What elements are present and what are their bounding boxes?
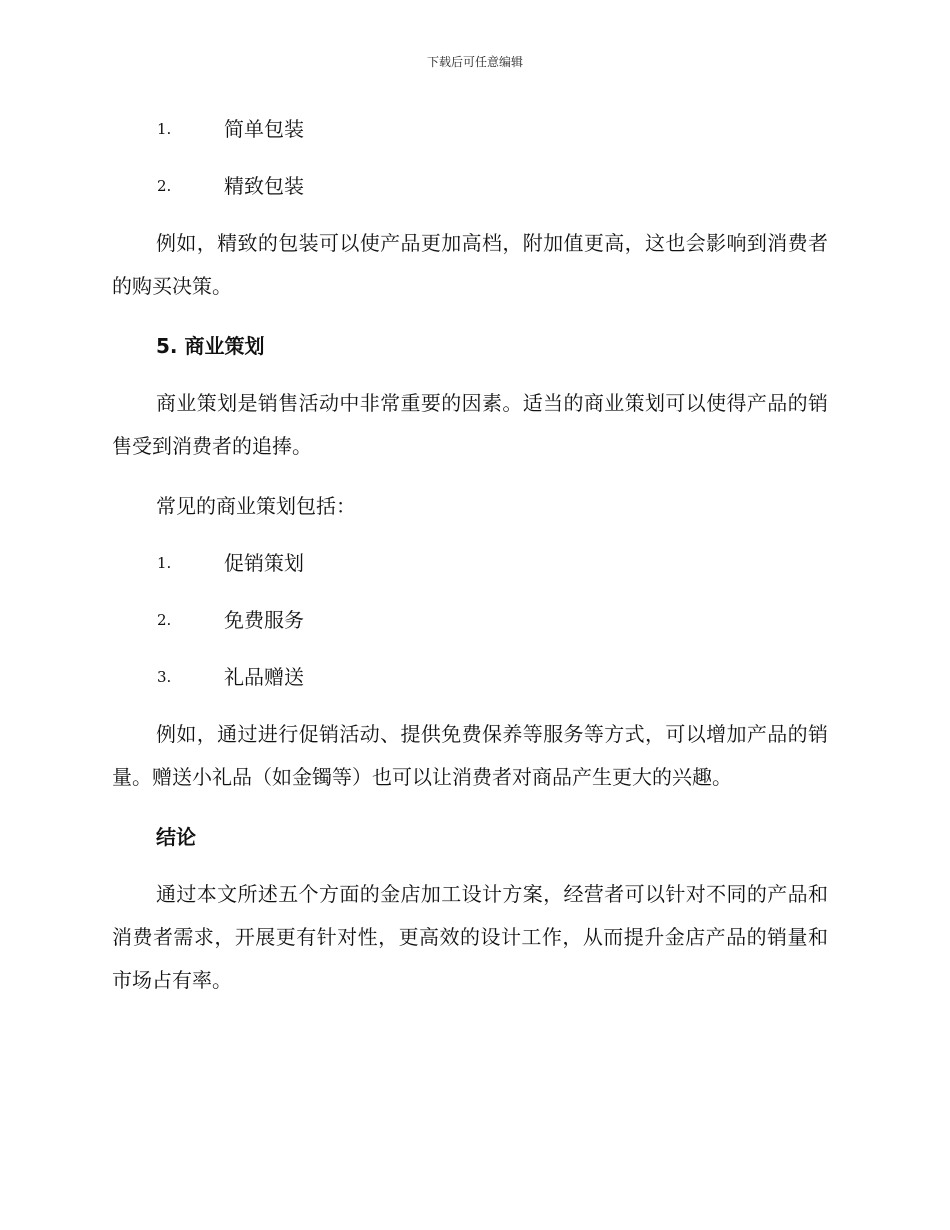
list-text: 简单包装: [224, 117, 304, 141]
conclusion-heading: 结论: [156, 825, 196, 849]
common-strategies-label: 常见的商业策划包括：: [156, 494, 356, 518]
conclusion-paragraph: 通过本文所述五个方面的金店加工设计方案，经营者可以针对不同的产品和消费者需求，开展更有针对性，更高效的设计工作，从而提升金店产品的销量和市场占有率。: [112, 882, 828, 992]
section-5-intro-paragraph: 商业策划是销售活动中非常重要的因素。适当的商业策划可以使得产品的销售受到消费者的追捧。: [112, 391, 828, 458]
list-item-gift: [157, 662, 797, 692]
list-text: 礼品赠送: [224, 665, 304, 689]
list-number: 2.: [157, 611, 172, 629]
list-text: 精致包装: [224, 174, 304, 198]
list-number: 3.: [157, 668, 172, 686]
list-item-simple-packaging: [157, 114, 797, 144]
section-5-example-paragraph: 例如，通过进行促销活动、提供免费保养等服务等方式，可以增加产品的销量。赠送小礼品（如金镯等）也可以让消费者对商品产生更大的兴趣。: [112, 722, 828, 789]
page-header: 下载后可任意编辑: [426, 55, 523, 69]
list-item-fine-packaging: [157, 171, 797, 201]
list-number: 2.: [157, 177, 172, 195]
list-item-free-service: [157, 605, 797, 635]
list-number: 1.: [157, 554, 172, 572]
list-item-promotion: [157, 548, 797, 578]
list-number: 1.: [157, 120, 172, 138]
packaging-example-paragraph: 例如，精致的包装可以使产品更加高档，附加值更高，这也会影响到消费者的购买决策。: [112, 231, 828, 298]
list-text: 免费服务: [224, 608, 304, 632]
section-5-heading: 5. 商业策划: [156, 334, 265, 358]
list-text: 促销策划: [224, 551, 304, 575]
